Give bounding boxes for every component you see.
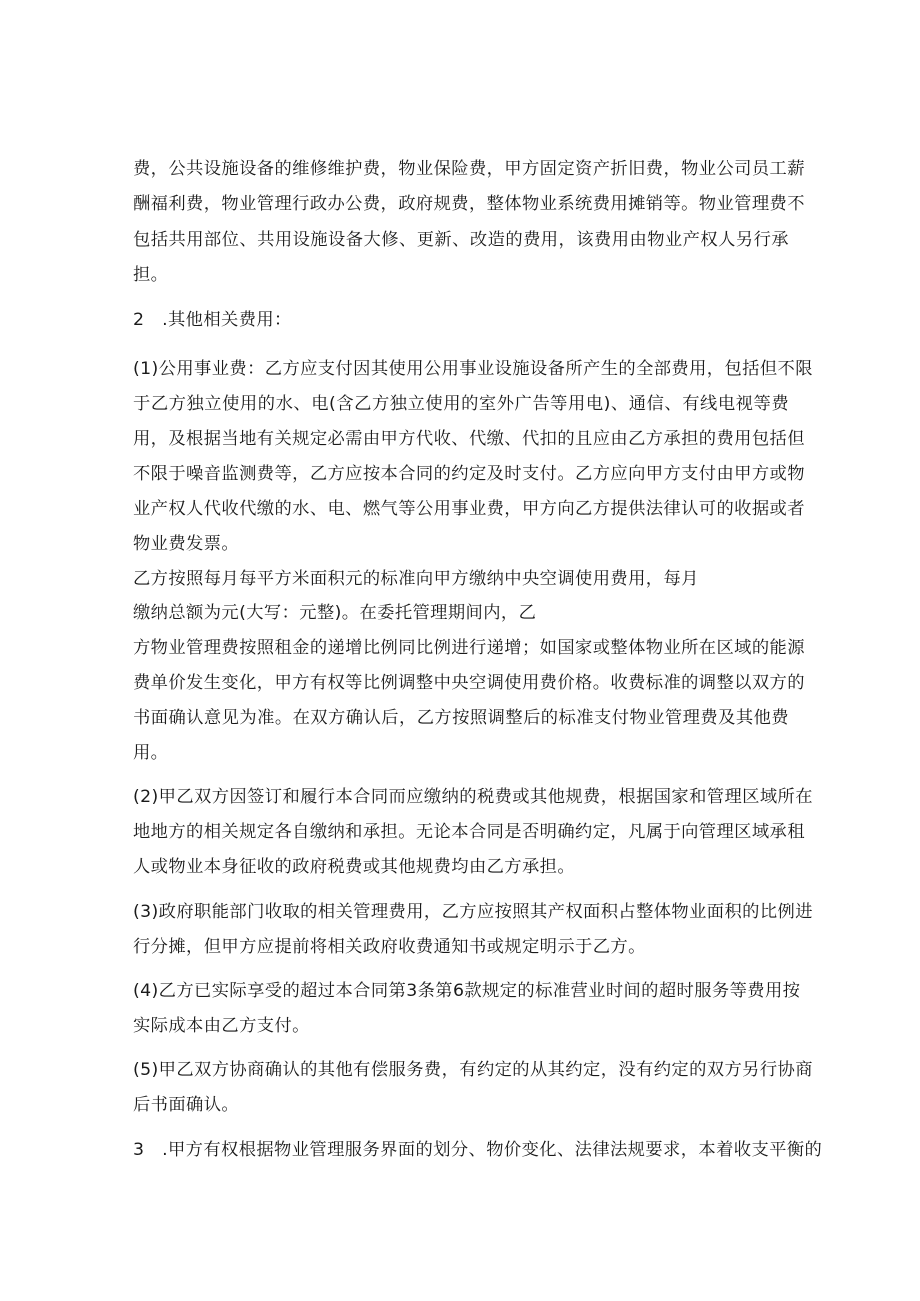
text-line: 物业费发票。	[133, 534, 240, 554]
text-line: (4)乙方已实际享受的超过本合同第3条第6款规定的标准营业时间的超时服务等费用按	[133, 981, 801, 1001]
text-line: 方物业管理费按照租金的递增比例同比例进行递增；如国家或整体物业所在区域的能源	[133, 638, 805, 658]
text-line: 地地方的相关规定各自缴纳和承担。无论本合同是否明确约定，凡属于向管理区域承租	[133, 822, 805, 842]
text-line: 实际成本由乙方支付。	[133, 1016, 310, 1036]
text-line: 费，公共设施设备的维修维护费，物业保险费，甲方固定资产折旧费，物业公司员工薪	[133, 159, 805, 179]
text-line: 包括共用部位、共用设施设备大修、更新、改造的费用，该费用由物业产权人另行承	[133, 230, 789, 250]
text-line: (5)甲乙双方协商确认的其他有偿服务费，有约定的从其约定，没有约定的双方另行协商	[133, 1060, 813, 1080]
text-line: 人或物业本身征收的政府税费或其他规费均由乙方承担。	[133, 857, 576, 877]
text-line: 费单价发生变化，甲方有权等比例调整中央空调使用费价格。收费标准的调整以双方的	[133, 673, 805, 693]
section-heading: 3 .甲方有权根据物业管理服务界面的划分、物价变化、法律法规要求，本着收支平衡的	[133, 1140, 823, 1160]
section-heading: 2 .其他相关费用：	[133, 310, 292, 330]
text-line: 后书面确认。	[133, 1095, 240, 1115]
text-line: 用。	[133, 743, 169, 763]
text-line: (3)政府职能部门收取的相关管理费用，乙方应按照其产权面积占整体物业面积的比例进	[133, 902, 813, 922]
text-line: 不限于噪音监测费等，乙方应按本合同的约定及时支付。乙方应向甲方支付由甲方或物	[133, 464, 805, 484]
text-line: 担。	[133, 265, 169, 285]
text-line: 行分摊，但甲方应提前将相关政府收费通知书或规定明示于乙方。	[133, 937, 646, 957]
text-line: (2)甲乙双方因签订和履行本合同而应缴纳的税费或其他规费，根据国家和管理区域所在	[133, 787, 813, 807]
text-line: (1)公用事业费：乙方应支付因其使用公用事业设施设备所产生的全部费用，包括但不限	[133, 359, 813, 379]
text-line: 缴纳总额为元(大写：元整)。在委托管理期间内，乙	[133, 603, 537, 623]
text-line: 乙方按照每月每平方米面积元的标准向甲方缴纳中央空调使用费用，每月	[133, 569, 699, 589]
text-line: 于乙方独立使用的水、电(含乙方独立使用的室外广告等用电)、通信、有线电视等费	[133, 394, 789, 414]
text-line: 业产权人代收代缴的水、电、燃气等公用事业费，甲方向乙方提供法律认可的收据或者	[133, 499, 805, 519]
text-line: 酬福利费，物业管理行政办公费，政府规费，整体物业系统费用摊销等。物业管理费不	[133, 194, 805, 214]
text-line: 用，及根据当地有关规定必需由甲方代收、代缴、代扣的且应由乙方承担的费用包括但	[133, 429, 805, 449]
text-line: 书面确认意见为准。在双方确认后，乙方按照调整后的标准支付物业管理费及其他费	[133, 708, 789, 728]
